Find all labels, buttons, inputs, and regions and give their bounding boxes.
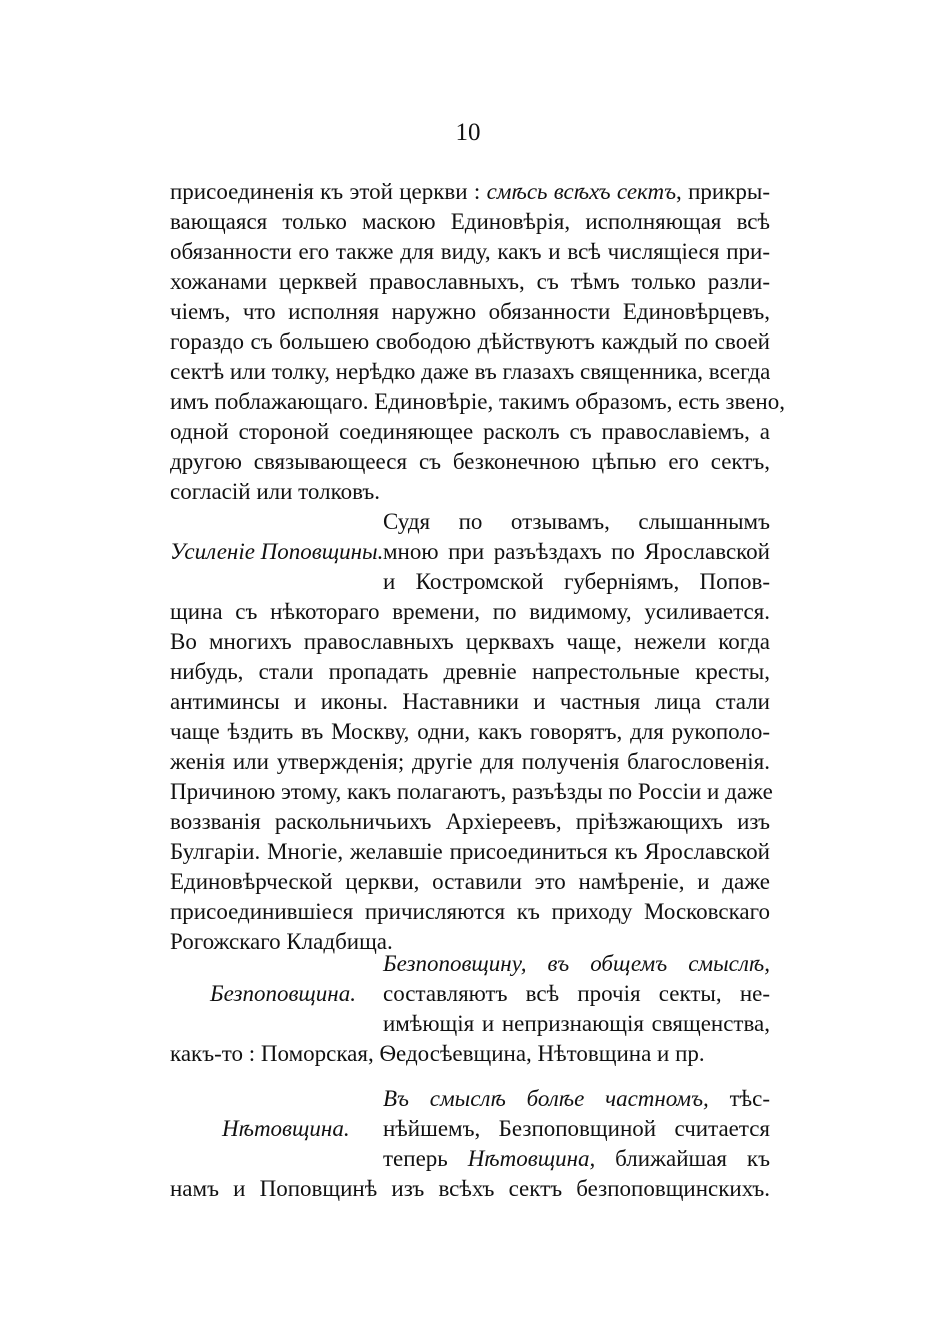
text-line: Во многихъ православныхъ церквахъ чаще, нежели когда (170, 629, 770, 654)
text-line: какъ-то : Поморская, Ѳедосѣевщина, Нѣтовщина и пр. (170, 1041, 705, 1066)
text-line: Причиною этому, какъ полагаютъ, разъѣзды по Россіи и даже (170, 779, 773, 804)
text-line: сектѣ или толку, нерѣдко даже въ глазахъ священника, всегда (170, 359, 771, 384)
text-line: чаще ѣздить въ Москву, одни, какъ говорятъ, для рукополо- (170, 719, 770, 744)
text-line: одной стороной соединяющее расколъ съ православіемъ, а (170, 419, 770, 444)
text-line: Булгаріи. Многіе, желавшіе присоединиться къ Ярославской (170, 839, 770, 864)
text-line: имъ поблажающаго. Единовѣріе, такимъ образомъ, есть звено, (170, 389, 785, 414)
text-line: антиминсы и иконы. Наставники и частныя лица стали (170, 689, 770, 714)
text-line: обязанности его также для виду, какъ и всѣ числящіеся при- (170, 239, 770, 264)
text-line (383, 1084, 770, 1114)
text-line: щина съ нѣкотораго времени, по видимому, усиливается. (170, 599, 770, 624)
text-line: Единовѣрческой церкви, оставили это намѣреніе, и даже (170, 869, 770, 894)
text-line (383, 1144, 770, 1174)
text-line: вающаяся только маскою Единовѣрія, исполняющая всѣ (170, 209, 770, 234)
text-line: женія или утвержденія; другіе для полученія благословенія. (170, 749, 770, 774)
text-segment: ближайшая къ (595, 1146, 770, 1171)
italic-phrase: Нѣтовщина, (467, 1146, 596, 1171)
text-line: другою связывающееся съ безконечною цѣпью его сектъ, (170, 449, 770, 474)
text-line: Безпоповщину, въ общемъ смыслѣ, (383, 951, 770, 976)
text-line: составляютъ всѣ прочія секты, не- (383, 981, 770, 1006)
margin-heading: Нѣтовщина. (222, 1116, 350, 1141)
text-line: присоединившіеся причисляются къ приходу Московскаго (170, 899, 770, 924)
text-line: согласій или толковъ. (170, 479, 381, 504)
text-line: хожанами церквей православныхъ, съ тѣмъ только разли- (170, 269, 770, 294)
text-line: воззванія раскольничьихъ Архіереевъ, пріѣзжающихъ изъ (170, 809, 770, 834)
text-line: гораздо съ большею свободою дѣйствуютъ каждый по своей (170, 329, 770, 354)
text-line (170, 177, 770, 207)
margin-heading: Усиленіе Поповщины. (170, 539, 384, 564)
text-line: чіемъ, что исполняя наружно обязанности Единовѣрцевъ, (170, 299, 770, 324)
text-line: нѣйшемъ, Безпоповщиной считается (383, 1116, 770, 1141)
italic-phrase: смѣсь всѣхъ сектъ (486, 179, 677, 204)
page-number: 10 (455, 119, 481, 146)
italic-phrase: Въ смыслѣ болѣе частномъ, (383, 1086, 709, 1111)
text-line: Судя по отзывамъ, слышаннымъ (383, 509, 770, 534)
text-segment: теперь (383, 1146, 468, 1171)
margin-heading: Безпоповщина. (210, 981, 356, 1006)
text-line: имѣющія и непризнающія священства, (383, 1011, 770, 1036)
text-line: и Костромской губерніямъ, Попов- (383, 569, 770, 594)
text-segment: , прикры- (676, 179, 770, 204)
text-line: намъ и Поповщинѣ изъ всѣхъ сектъ безпоповщинскихъ. (170, 1176, 770, 1201)
text-segment: присоединенія къ этой церкви : (170, 179, 487, 204)
text-line: Рогожскаго Кладбища. (170, 929, 393, 954)
text-segment: тѣс- (708, 1086, 770, 1111)
text-line: мною при разъѣздахъ по Ярославской (383, 539, 770, 564)
text-line: нибудь, стали пропадать древніе напрестольные кресты, (170, 659, 770, 684)
